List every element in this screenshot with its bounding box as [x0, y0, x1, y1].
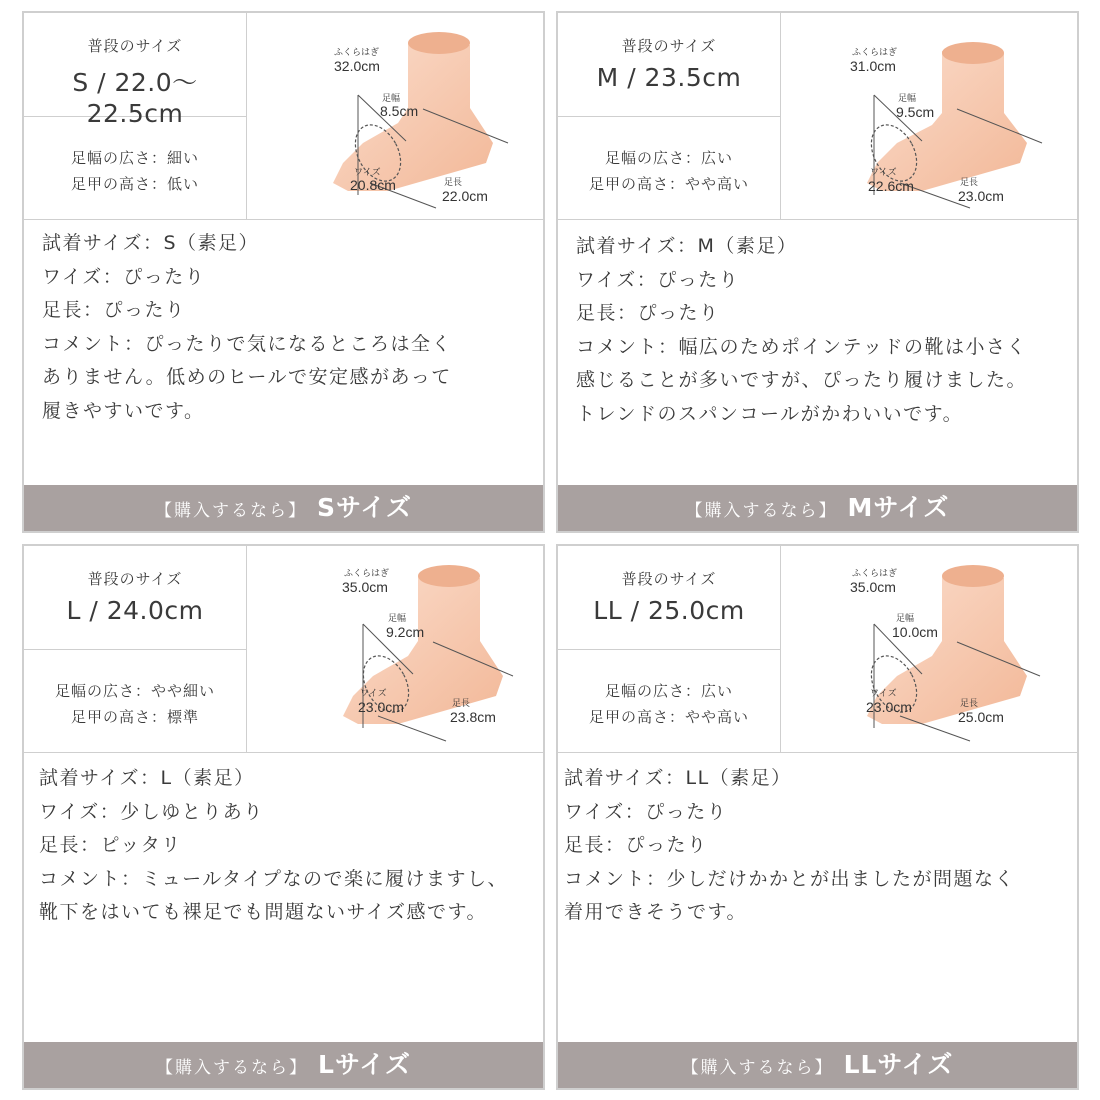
usual-size-box — [558, 546, 781, 650]
wise-value: 20.8cm — [350, 177, 396, 193]
card-header — [24, 13, 543, 220]
review-line: 足長：ぴったり — [564, 834, 708, 856]
recommended-size-bar — [558, 1042, 1077, 1088]
review-line: ワイズ：ぴったり — [576, 268, 740, 291]
calf-label: ふくらはぎ — [344, 568, 390, 578]
foot-diagram — [248, 13, 543, 219]
recommend-size: LLサイズ — [843, 1050, 954, 1079]
recommend-size: Mサイズ — [847, 493, 950, 522]
recommend-label: 【購入するなら】 — [685, 501, 838, 521]
review-line: 足長：ぴったり — [576, 302, 720, 324]
size-card-s — [22, 11, 545, 533]
recommended-size-bar — [558, 485, 1077, 531]
wise-label: ワイズ — [870, 167, 897, 177]
recommend-size: Sサイズ — [316, 493, 412, 522]
length-label: 足長 — [444, 177, 463, 187]
review-text — [42, 227, 535, 428]
width-value: 9.5cm — [896, 104, 935, 120]
review-text — [576, 230, 1069, 431]
foot-shape-box — [24, 650, 247, 752]
width-label: 足幅 — [896, 613, 915, 623]
length-label: 足長 — [960, 698, 979, 708]
calf-value: 35.0cm — [342, 579, 388, 595]
review-line: コメント：幅広のためポインテッドの靴は小さく — [576, 335, 1028, 358]
length-value: 25.0cm — [958, 709, 1004, 725]
instep-height-text: 足甲の高さ：標準 — [70, 708, 199, 726]
size-card-l — [22, 544, 545, 1090]
foot-diagram — [782, 13, 1077, 219]
usual-size-label: 普段のサイズ — [621, 37, 717, 55]
review-line: ありません。低めのヒールで安定感があって — [42, 366, 452, 388]
foot-illustration — [782, 13, 1079, 219]
card-header — [24, 546, 543, 753]
usual-size-value: S / 22.0〜22.5cm — [72, 68, 198, 128]
review-line: 試着サイズ：S（素足） — [42, 232, 260, 254]
length-label: 足長 — [452, 698, 471, 708]
recommended-size-bar — [24, 485, 543, 531]
width-value: 10.0cm — [892, 624, 938, 640]
calf-label: ふくらはぎ — [334, 47, 380, 57]
review-line: 試着サイズ：M（素足） — [576, 235, 798, 257]
review-text — [564, 762, 1069, 930]
foot-shape-box — [558, 117, 781, 219]
review-line: 足長：ぴったり — [42, 299, 186, 321]
calf-value: 31.0cm — [850, 58, 896, 74]
length-value: 22.0cm — [442, 188, 488, 204]
instep-height-text: 足甲の高さ：低い — [70, 175, 199, 193]
review-line: 感じることが多いですが、ぴったり履けました。 — [576, 369, 1028, 391]
width-value: 9.2cm — [386, 624, 425, 640]
review-line: コメント：少しだけかかとが出ましたが問題なく — [564, 867, 1016, 890]
width-label: 足幅 — [382, 93, 401, 103]
calf-value: 32.0cm — [334, 58, 380, 74]
foot-illustration — [248, 546, 545, 752]
calf-value: 35.0cm — [850, 579, 896, 595]
foot-illustration — [782, 546, 1079, 752]
length-label: 足長 — [960, 177, 979, 187]
foot-width-text: 足幅の広さ：広い — [604, 682, 733, 700]
wise-label: ワイズ — [360, 688, 387, 698]
recommend-size: Lサイズ — [318, 1050, 411, 1079]
foot-width-text: 足幅の広さ：やや細い — [54, 682, 215, 700]
recommend-label: 【購入するなら】 — [156, 1058, 309, 1078]
usual-size-box — [24, 13, 247, 128]
wise-label: ワイズ — [354, 167, 381, 177]
size-card-m — [556, 11, 1079, 533]
review-line: ワイズ：少しゆとりあり — [39, 800, 264, 823]
foot-width-text: 足幅の広さ：広い — [604, 149, 733, 167]
wise-value: 22.6cm — [868, 178, 914, 194]
calf-label: ふくらはぎ — [852, 568, 898, 578]
instep-height-text: 足甲の高さ：やや高い — [588, 708, 749, 726]
length-value: 23.8cm — [450, 709, 496, 725]
recommended-size-bar — [24, 1042, 543, 1088]
review-line: ワイズ：ぴったり — [42, 265, 206, 288]
review-line: 靴下をはいても裸足でも問題ないサイズ感です。 — [39, 901, 487, 923]
foot-shape-box — [558, 650, 781, 752]
foot-diagram — [782, 546, 1077, 752]
foot-width-text: 足幅の広さ：細い — [70, 149, 199, 167]
usual-size-label: 普段のサイズ — [87, 570, 183, 588]
review-line: コメント：ぴったりで気になるところは全く — [42, 332, 453, 355]
card-header — [558, 13, 1077, 220]
review-line: 試着サイズ：L（素足） — [39, 767, 255, 789]
foot-illustration — [248, 13, 545, 219]
recommend-label: 【購入するなら】 — [681, 1058, 834, 1078]
width-value: 8.5cm — [380, 103, 419, 119]
calf-label: ふくらはぎ — [852, 47, 898, 57]
usual-size-box — [24, 546, 247, 650]
foot-shape-box — [24, 117, 247, 219]
usual-size-box — [558, 13, 781, 117]
wise-value: 23.0cm — [866, 699, 912, 715]
wise-value: 23.0cm — [358, 699, 404, 715]
wise-label: ワイズ — [870, 688, 897, 698]
review-line: ワイズ：ぴったり — [564, 800, 728, 823]
usual-size-label: 普段のサイズ — [87, 37, 183, 55]
review-text — [39, 762, 535, 930]
length-value: 23.0cm — [958, 188, 1004, 204]
width-label: 足幅 — [388, 613, 407, 623]
instep-height-text: 足甲の高さ：やや高い — [588, 175, 749, 193]
review-line: 履きやすいです。 — [42, 399, 205, 422]
foot-diagram — [248, 546, 543, 752]
usual-size-label: 普段のサイズ — [621, 570, 717, 588]
recommend-label: 【購入するなら】 — [154, 501, 307, 521]
review-line: 試着サイズ：LL（素足） — [564, 767, 792, 789]
size-card-ll — [556, 544, 1079, 1090]
usual-size-value: LL / 25.0cm — [593, 596, 745, 625]
review-line: トレンドのスパンコールがかわいいです。 — [576, 402, 964, 425]
card-header — [558, 546, 1077, 753]
review-line: 足長：ピッタリ — [39, 834, 182, 856]
width-label: 足幅 — [898, 93, 917, 103]
review-line: 着用できそうです。 — [564, 901, 747, 923]
review-line: コメント：ミュールタイプなので楽に履けますし、 — [39, 867, 509, 890]
usual-size-value: M / 23.5cm — [596, 63, 742, 92]
usual-size-value: L / 24.0cm — [66, 596, 204, 625]
